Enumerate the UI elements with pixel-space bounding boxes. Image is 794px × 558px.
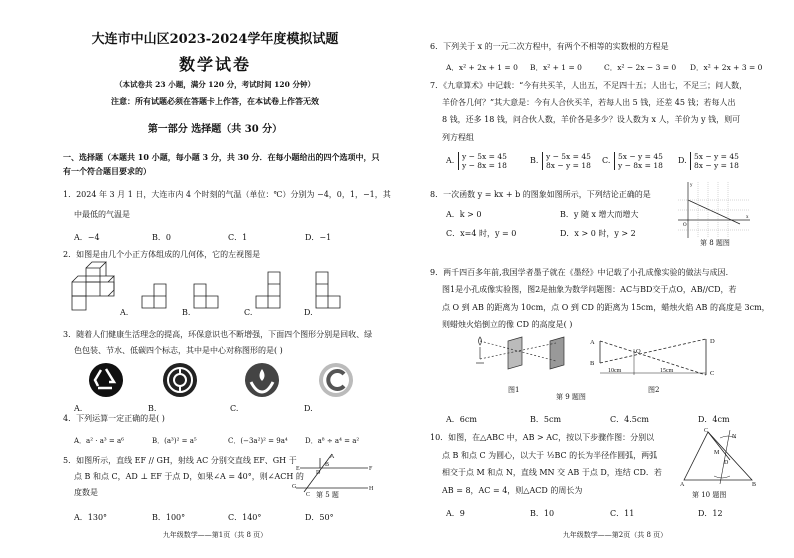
- q7-stem-4: 列方程组: [442, 133, 474, 142]
- q2-option-c[interactable]: C.: [244, 308, 253, 317]
- q3-stem-2: 色包装、节水、低碳四个标志，其中是中心对称图形的是( ): [74, 346, 283, 355]
- q3-option-b[interactable]: B.: [148, 404, 157, 413]
- q9-stem: 9．两千四百多年前,我国学者墨子就在《墨经》中记载了小孔成像实验的做法与成因．: [430, 268, 734, 277]
- q1-stem-2: 中最低的气温是: [74, 210, 130, 219]
- q9-figure-1: [452, 335, 582, 375]
- q7-option-d-system[interactable]: 5x − y = 45 8x − y = 18: [690, 152, 739, 170]
- q4-stem: 4．下列运算一定正确的是( ): [63, 414, 165, 423]
- q2-option-d[interactable]: D.: [304, 308, 313, 317]
- q5-option-b[interactable]: B．100°: [152, 513, 186, 522]
- q1-option-b[interactable]: B．0: [152, 233, 171, 242]
- q2-option-c-view[interactable]: [252, 272, 292, 308]
- q7-option-c[interactable]: C.: [602, 156, 611, 165]
- q8-graph: [676, 180, 752, 240]
- q10-point-m: M: [714, 450, 720, 456]
- q7-stem-3: 8 钱，还多 18 钱，问合伙人数，羊价各是多少？设人数为 x 人，羊价为 y 钱，则可: [442, 115, 741, 124]
- q9-stem-3: 点 O 到 AB 的距离为 10cm，点 O 到 CD 的距离为 15cm，蜡烛火焰 AB 的高度是 3cm，: [442, 303, 770, 312]
- q2-option-a-view[interactable]: [138, 272, 178, 308]
- q7-option-a-system[interactable]: y − 5x = 45 y − 8x = 18: [458, 152, 507, 170]
- q8-caption: 第 8 题图: [700, 239, 730, 247]
- q5-option-a[interactable]: A．130°: [74, 513, 108, 522]
- q9-option-d[interactable]: D．4cm: [698, 415, 730, 424]
- q9-point-d: D: [710, 338, 715, 345]
- q8-y-label: y: [690, 183, 693, 188]
- q10-figure: [680, 428, 760, 486]
- page-footer-right: 九年级数学——第2页（共 8 页）: [562, 531, 668, 539]
- q8-option-c[interactable]: C．x=4 时，y = 0: [446, 229, 517, 238]
- q9-option-c[interactable]: C．4.5cm: [610, 415, 649, 424]
- q10-stem-3: 相交于点 M 和点 N，直线 MN 交 AB 于点 D，连结 CD．若: [442, 468, 662, 477]
- svg-text:A: A: [330, 454, 335, 460]
- q3-option-d[interactable]: D.: [304, 404, 313, 413]
- q4-option-c[interactable]: C．(−3a²)² = 9a⁴: [228, 437, 288, 445]
- exam-info: （本试卷共 23 小题，满分 120 分，考试时间 120 分钟）: [115, 80, 315, 89]
- q9-fig2-label: 图2: [648, 386, 660, 394]
- q9-option-a[interactable]: A．6cm: [446, 415, 477, 424]
- q10-option-b[interactable]: B．10: [530, 509, 555, 518]
- svg-text:F: F: [369, 466, 373, 472]
- svg-text:B: B: [325, 462, 330, 468]
- q10-stem-2: 点 B 和点 C 为圆心，以大于 ½BC 的长为半径作圆弧，两弧: [442, 451, 658, 460]
- q6-stem: 6．下列关于 x 的一元二次方程中，有两个不相等的实数根的方程是: [430, 42, 669, 51]
- q2-option-b-view[interactable]: [190, 272, 230, 308]
- q9-figure-2: [590, 335, 720, 377]
- q2-option-d-view[interactable]: [312, 272, 352, 308]
- q1-option-d[interactable]: D．−1: [305, 233, 332, 242]
- q9-point-c: C: [710, 370, 715, 377]
- subject-title: 数学试卷: [178, 55, 251, 74]
- low-carbon-icon[interactable]: [318, 362, 354, 398]
- q9-point-o: O: [636, 348, 641, 355]
- q10-stem-4: AB = 8，AC = 4，则△ACD 的周长为: [442, 486, 583, 495]
- q9-dist-2: 15cm: [660, 368, 674, 374]
- q7-option-d[interactable]: D.: [678, 156, 687, 165]
- svg-text:H: H: [369, 486, 374, 492]
- q8-option-d[interactable]: D．x > 0 时，y > 2: [560, 229, 636, 238]
- q4-option-d[interactable]: D．a⁸ ÷ a⁴ = a²: [305, 437, 360, 445]
- q9-point-b: B: [590, 360, 595, 367]
- section-instruction-2: 有一个符合题目要求的）: [63, 166, 151, 176]
- q2-option-b[interactable]: B.: [182, 308, 191, 317]
- q10-point-n: N: [732, 434, 737, 440]
- q5-stem: 5．如图所示，直线 EF // GH，射线 AC 分别交直线 EF、GH 于: [63, 456, 297, 465]
- q7-stem: 7．《九章算术》中记载：“今有共买羊，人出五，不足四十五；人出七，不足三；问人数，: [430, 81, 748, 90]
- q8-origin-label: O: [683, 223, 687, 228]
- q1-option-a[interactable]: A．−4: [74, 233, 100, 242]
- q8-stem: 8．一次函数 y = kx + b 的图象如图所示，下列结论正确的是: [430, 190, 651, 199]
- svg-text:D: D: [316, 470, 321, 476]
- q7-option-b[interactable]: B.: [530, 156, 539, 165]
- q8-option-a[interactable]: A．k > 0: [446, 210, 482, 219]
- green-package-icon[interactable]: [162, 362, 198, 398]
- q5-stem-3: 度数是: [74, 488, 98, 497]
- recycle-icon[interactable]: [88, 362, 124, 398]
- exam-title: 大连市中山区2023-2024学年度模拟试题: [91, 32, 339, 47]
- q2-stem: 2．如图是由几个小正方体组成的几何体，它的左视图是: [63, 250, 261, 259]
- q6-option-a[interactable]: A．x² + 2x + 1 = 0: [446, 63, 518, 72]
- q6-option-d[interactable]: D．x² + 2x + 3 = 0: [690, 63, 763, 72]
- q1-stem: 1．2024 年 3 月 1 日，大连市内 4 个时刻的气温（单位：℃）分别为 −4，0，1，−1，其: [63, 190, 391, 199]
- q3-option-a[interactable]: A.: [74, 404, 83, 413]
- svg-text:C: C: [306, 492, 311, 498]
- q1-option-c[interactable]: C．1: [228, 233, 248, 242]
- q10-caption: 第 10 题图: [692, 491, 727, 499]
- q9-fig1-label: 图1: [508, 386, 520, 394]
- part-heading: 第一部分 选择题（共 30 分）: [147, 124, 283, 135]
- q9-stem-4: 则蜡烛火焰倒立的像 CD 的高度是( ): [442, 320, 573, 329]
- water-saving-icon[interactable]: [244, 362, 280, 398]
- q10-point-b: B: [752, 482, 757, 488]
- q5-stem-2: 点 B 和点 C，AD ⊥ EF 于点 D，如果∠A = 40°，则∠ACH 的: [74, 472, 304, 481]
- q9-option-b[interactable]: B．5cm: [530, 415, 562, 424]
- svg-text:G: G: [292, 484, 297, 490]
- q10-point-c: C: [704, 428, 709, 434]
- q7-option-c-system[interactable]: 5x − y = 45 y − 8x = 18: [614, 152, 663, 170]
- q10-option-a[interactable]: A．9: [446, 509, 465, 518]
- svg-text:E: E: [296, 466, 300, 472]
- section-instruction: 一、选择题（本题共 10 小题，每小题 3 分，共 30 分．在每小题给出的四个选项中，只: [63, 152, 380, 162]
- q5-caption: 第 5 题: [316, 491, 339, 499]
- q10-option-d[interactable]: D．12: [698, 509, 723, 518]
- q10-stem: 10．如图，在△ABC 中，AB > AC，按以下步骤作图：分别以: [430, 433, 655, 442]
- q9-stem-2: 图1是小孔成像实验图，图2是抽象为数学问题图：AC与BD交于点O，AB//CD，若: [442, 285, 737, 294]
- q7-option-a[interactable]: A.: [446, 156, 455, 165]
- q3-option-c[interactable]: C.: [230, 404, 239, 413]
- q9-caption: 第 9 题图: [556, 393, 586, 401]
- q10-point-a: A: [680, 482, 685, 488]
- q6-option-c[interactable]: C．x² − 2x − 3 = 0: [604, 63, 677, 72]
- q7-stem-2: 羊价各几何？”其大意是：今有人合伙买羊，若每人出 5 钱，还差 45 钱；若每人出: [442, 98, 736, 107]
- q6-option-b[interactable]: B．x² + 1 = 0: [530, 63, 582, 72]
- q10-option-c[interactable]: C．11: [610, 509, 635, 518]
- q4-option-b[interactable]: B．(a³)² = a⁵: [152, 437, 197, 445]
- q5-option-d[interactable]: D．50°: [305, 513, 334, 522]
- page-footer-left: 九年级数学——第1页（共 8 页）: [162, 531, 268, 539]
- q8-x-label: x: [746, 215, 749, 220]
- q4-option-a[interactable]: A．a² · a³ = a⁶: [74, 437, 124, 445]
- q8-option-b[interactable]: B．y 随 x 增大而增大: [560, 210, 639, 219]
- q10-point-d: D: [724, 460, 729, 466]
- q2-option-a[interactable]: A.: [120, 308, 129, 317]
- q9-dist-1: 10cm: [608, 368, 622, 374]
- q5-option-c[interactable]: C．140°: [228, 513, 262, 522]
- q3-stem: 3．随着人们健康生活理念的提高，环保意识也不断增强，下面四个图形分别是回收、绿: [63, 330, 373, 339]
- q7-option-b-system[interactable]: y − 5x = 45 8x − y = 18: [542, 152, 591, 170]
- q9-point-a: A: [590, 339, 595, 346]
- exam-notice: 注意：所有试题必须在答题卡上作答，在本试卷上作答无效: [111, 96, 319, 106]
